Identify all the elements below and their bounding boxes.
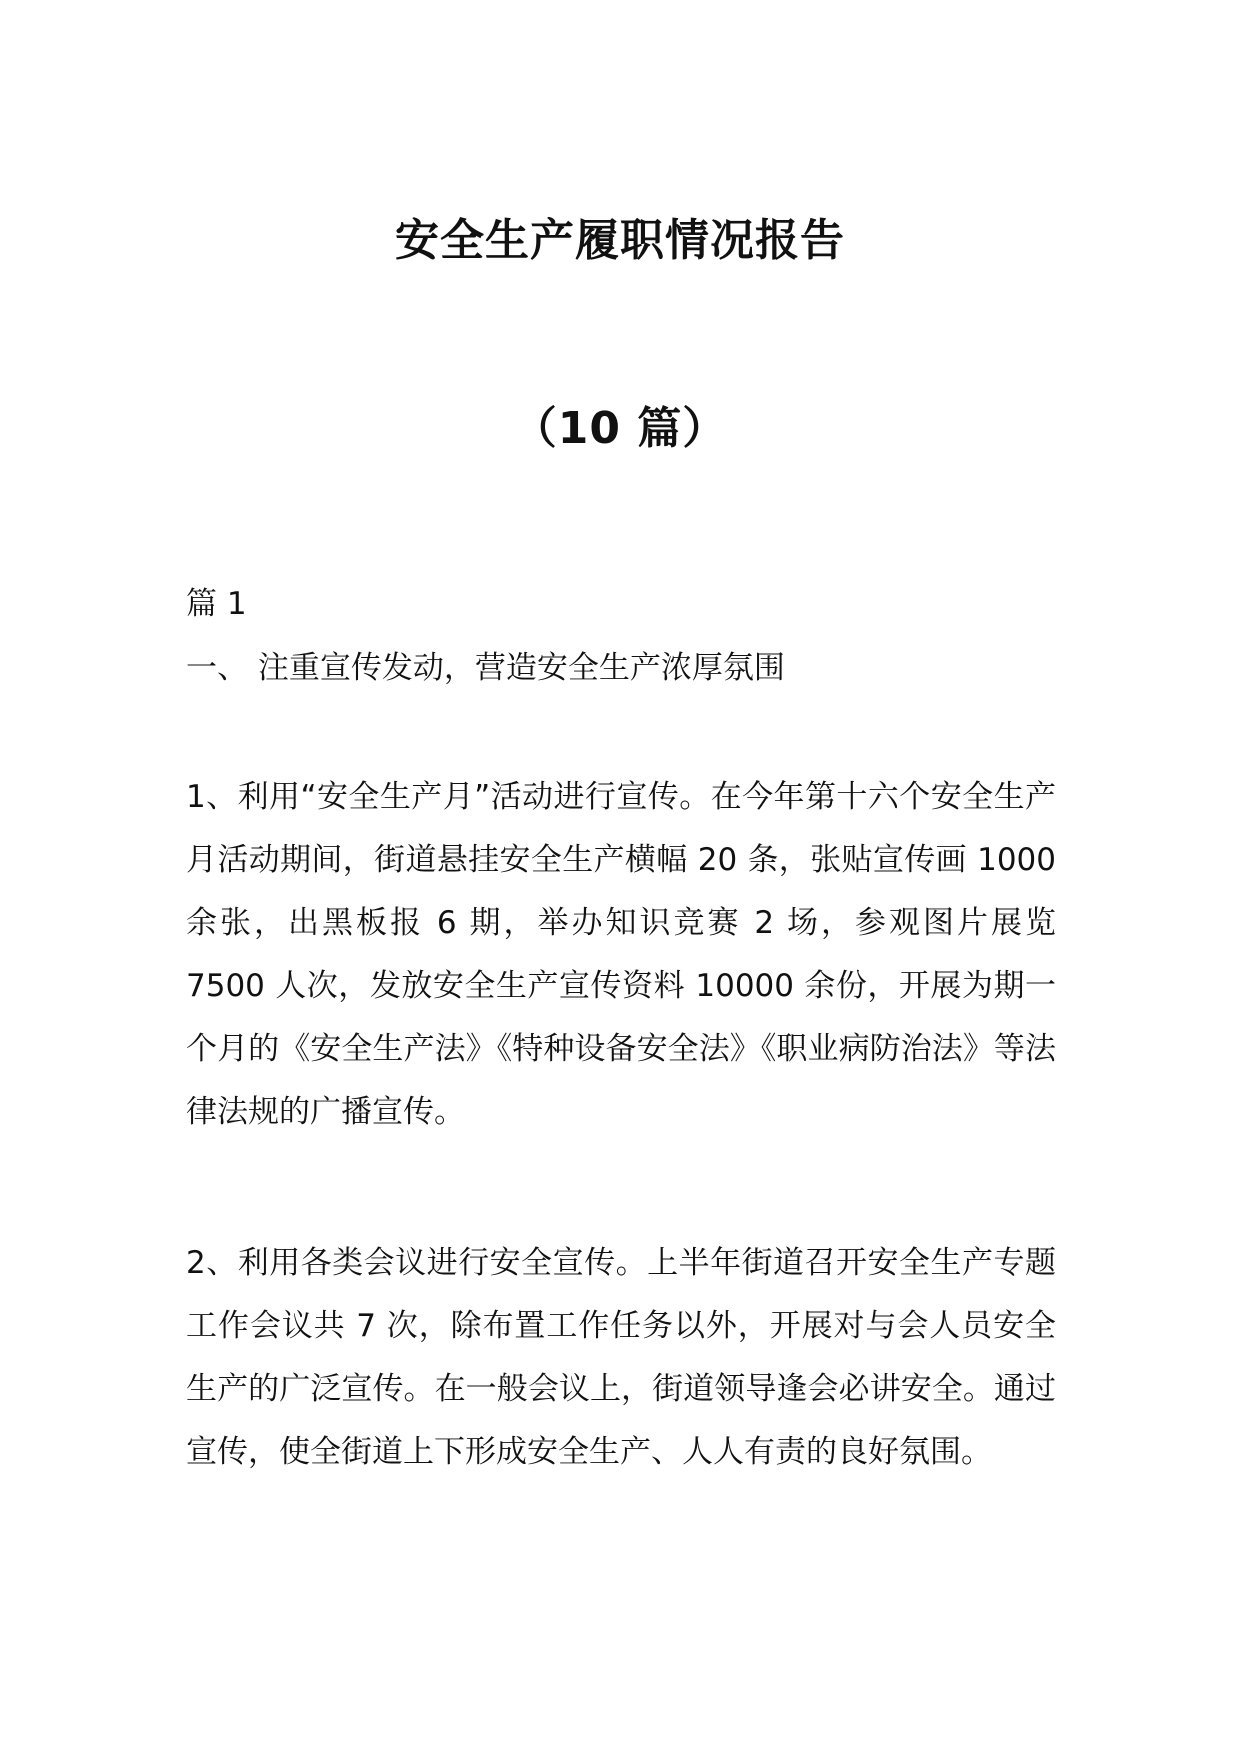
paragraph-1: 1、利用“安全生产月”活动进行宣传。在今年第十六个安全生产月活动期间，街道悬挂安全生产横幅 20 条，张贴宣传画 1000 余张，出黑板报 6 期，举办知识竞赛 2 场，参观图片展览 7500 人次，发放安全生产宣传资料 10000 余份，开展为期一个月的《安全生产法》《特种设备安全法》《职业病防治法》等法律法规的广播宣传。 bbox=[186, 779, 1056, 1130]
piece-label: 篇 1 bbox=[186, 586, 247, 622]
document-subtitle: （10 篇） bbox=[512, 403, 728, 454]
paragraph-2: 2、利用各类会议进行安全宣传。上半年街道召开安全生产专题工作会议共 7 次，除布置工作任务以外，开展对与会人员安全生产的广泛宣传。在一般会议上，街道领导逢会必讲安全。通过宣传，使全街道上下形成安全生产、人人有责的良好氛围。 bbox=[186, 1245, 1056, 1470]
document-title: 安全生产履职情况报告 bbox=[395, 215, 845, 266]
section-heading: 一、 注重宣传发动，营造安全生产浓厚氛围 bbox=[186, 650, 785, 686]
